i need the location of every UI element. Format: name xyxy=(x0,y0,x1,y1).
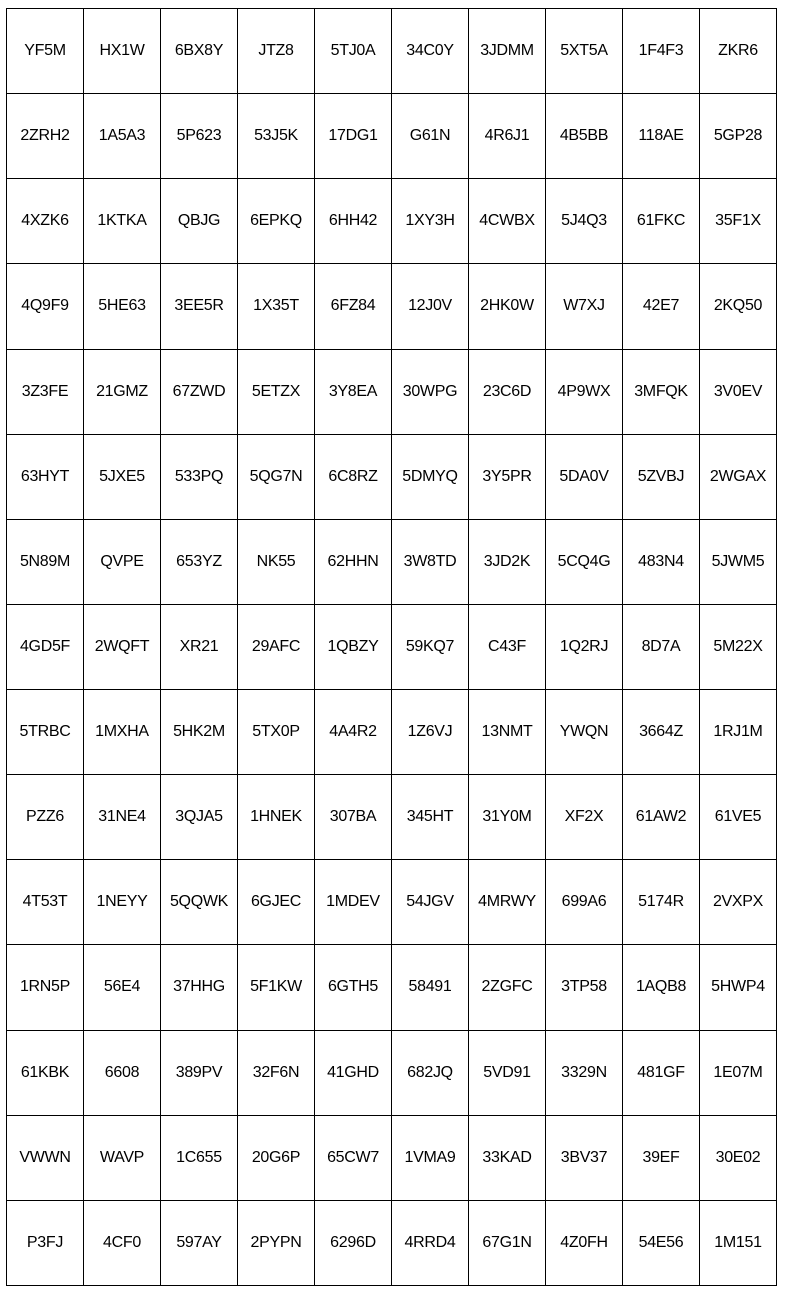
table-cell: 345HT xyxy=(392,775,469,860)
table-cell: 1KTKA xyxy=(84,179,161,264)
table-cell: 3329N xyxy=(546,1030,623,1115)
table-cell: 67G1N xyxy=(469,1200,546,1285)
table-cell: W7XJ xyxy=(546,264,623,349)
table-cell: 34C0Y xyxy=(392,9,469,94)
table-cell: 1VMA9 xyxy=(392,1115,469,1200)
table-cell: 5DMYQ xyxy=(392,434,469,519)
table-cell: 3Y8EA xyxy=(315,349,392,434)
table-cell: 3QJA5 xyxy=(161,775,238,860)
table-cell: 1NEYY xyxy=(84,860,161,945)
table-cell: 6EPKQ xyxy=(238,179,315,264)
table-cell: 6GJEC xyxy=(238,860,315,945)
table-cell: 3V0EV xyxy=(700,349,777,434)
table-cell: 6FZ84 xyxy=(315,264,392,349)
table-cell: YWQN xyxy=(546,690,623,775)
table-cell: 31Y0M xyxy=(469,775,546,860)
table-row xyxy=(7,9,777,94)
table-cell: 5ZVBJ xyxy=(623,434,700,519)
table-cell: 39EF xyxy=(623,1115,700,1200)
table-cell: 533PQ xyxy=(161,434,238,519)
table-row xyxy=(7,519,777,604)
table-cell: 4Z0FH xyxy=(546,1200,623,1285)
table-cell: PZZ6 xyxy=(7,775,84,860)
table-cell: 5TRBC xyxy=(7,690,84,775)
table-cell: 5JXE5 xyxy=(84,434,161,519)
table-row xyxy=(7,264,777,349)
table-cell: 1Z6VJ xyxy=(392,690,469,775)
table-cell: 4CF0 xyxy=(84,1200,161,1285)
table-cell: 3BV37 xyxy=(546,1115,623,1200)
code-table xyxy=(6,8,777,1286)
table-cell: 35F1X xyxy=(700,179,777,264)
table-cell: 56E4 xyxy=(84,945,161,1030)
table-row xyxy=(7,94,777,179)
table-cell: 682JQ xyxy=(392,1030,469,1115)
table-cell: NK55 xyxy=(238,519,315,604)
table-cell: 6HH42 xyxy=(315,179,392,264)
table-cell: 1F4F3 xyxy=(623,9,700,94)
table-cell: 5VD91 xyxy=(469,1030,546,1115)
table-cell: QBJG xyxy=(161,179,238,264)
table-cell: 4GD5F xyxy=(7,604,84,689)
code-table-body xyxy=(7,9,777,1286)
table-cell: 5QQWK xyxy=(161,860,238,945)
table-cell: 61AW2 xyxy=(623,775,700,860)
table-cell: 5XT5A xyxy=(546,9,623,94)
table-cell: 3MFQK xyxy=(623,349,700,434)
table-row xyxy=(7,1030,777,1115)
table-cell: 42E7 xyxy=(623,264,700,349)
table-cell: 4RRD4 xyxy=(392,1200,469,1285)
table-row xyxy=(7,349,777,434)
table-cell: 4MRWY xyxy=(469,860,546,945)
table-cell: 5N89M xyxy=(7,519,84,604)
table-cell: 5HK2M xyxy=(161,690,238,775)
table-cell: 2KQ50 xyxy=(700,264,777,349)
table-cell: 6BX8Y xyxy=(161,9,238,94)
table-cell: 5HE63 xyxy=(84,264,161,349)
table-cell: 5HWP4 xyxy=(700,945,777,1030)
table-cell: 389PV xyxy=(161,1030,238,1115)
table-cell: 5DA0V xyxy=(546,434,623,519)
table-cell: 30WPG xyxy=(392,349,469,434)
table-cell: HX1W xyxy=(84,9,161,94)
table-cell: 1MXHA xyxy=(84,690,161,775)
table-cell: 58491 xyxy=(392,945,469,1030)
table-cell: 41GHD xyxy=(315,1030,392,1115)
table-cell: 3Z3FE xyxy=(7,349,84,434)
table-cell: 4XZK6 xyxy=(7,179,84,264)
table-cell: 59KQ7 xyxy=(392,604,469,689)
table-cell: 1C655 xyxy=(161,1115,238,1200)
table-cell: 2ZGFC xyxy=(469,945,546,1030)
table-cell: 1Q2RJ xyxy=(546,604,623,689)
table-cell: 65CW7 xyxy=(315,1115,392,1200)
table-row xyxy=(7,179,777,264)
table-cell: 4CWBX xyxy=(469,179,546,264)
table-cell: 62HHN xyxy=(315,519,392,604)
table-cell: 1A5A3 xyxy=(84,94,161,179)
table-cell: 23C6D xyxy=(469,349,546,434)
table-cell: 483N4 xyxy=(623,519,700,604)
table-cell: 3664Z xyxy=(623,690,700,775)
table-cell: 6296D xyxy=(315,1200,392,1285)
table-row xyxy=(7,860,777,945)
table-cell: 1RN5P xyxy=(7,945,84,1030)
table-cell: 30E02 xyxy=(700,1115,777,1200)
table-cell: VWWN xyxy=(7,1115,84,1200)
table-cell: 2WGAX xyxy=(700,434,777,519)
table-cell: 6GTH5 xyxy=(315,945,392,1030)
table-cell: 21GMZ xyxy=(84,349,161,434)
table-cell: G61N xyxy=(392,94,469,179)
table-cell: 54E56 xyxy=(623,1200,700,1285)
table-cell: 8D7A xyxy=(623,604,700,689)
table-cell: 5174R xyxy=(623,860,700,945)
table-cell: 5ETZX xyxy=(238,349,315,434)
table-cell: 33KAD xyxy=(469,1115,546,1200)
table-cell: 5M22X xyxy=(700,604,777,689)
table-cell: YF5M xyxy=(7,9,84,94)
table-cell: 5TJ0A xyxy=(315,9,392,94)
table-cell: 597AY xyxy=(161,1200,238,1285)
table-cell: QVPE xyxy=(84,519,161,604)
table-cell: 53J5K xyxy=(238,94,315,179)
table-cell: 67ZWD xyxy=(161,349,238,434)
table-cell: C43F xyxy=(469,604,546,689)
table-cell: 4Q9F9 xyxy=(7,264,84,349)
table-cell: 1HNEK xyxy=(238,775,315,860)
table-cell: 5F1KW xyxy=(238,945,315,1030)
table-cell: 1M151 xyxy=(700,1200,777,1285)
table-cell: 2VXPX xyxy=(700,860,777,945)
table-cell: 1MDEV xyxy=(315,860,392,945)
table-cell: ZKR6 xyxy=(700,9,777,94)
table-cell: 4B5BB xyxy=(546,94,623,179)
table-cell: 13NMT xyxy=(469,690,546,775)
table-cell: 63HYT xyxy=(7,434,84,519)
table-row xyxy=(7,945,777,1030)
table-cell: 307BA xyxy=(315,775,392,860)
table-cell: 3EE5R xyxy=(161,264,238,349)
table-cell: 118AE xyxy=(623,94,700,179)
table-cell: 1XY3H xyxy=(392,179,469,264)
table-cell: 481GF xyxy=(623,1030,700,1115)
table-row xyxy=(7,604,777,689)
table-cell: 1E07M xyxy=(700,1030,777,1115)
table-cell: 2PYPN xyxy=(238,1200,315,1285)
table-cell: 32F6N xyxy=(238,1030,315,1115)
table-cell: 12J0V xyxy=(392,264,469,349)
table-cell: 1RJ1M xyxy=(700,690,777,775)
table-cell: 3JDMM xyxy=(469,9,546,94)
table-cell: 2HK0W xyxy=(469,264,546,349)
code-grid-container xyxy=(6,8,777,1286)
table-cell: 61FKC xyxy=(623,179,700,264)
table-cell: 3W8TD xyxy=(392,519,469,604)
table-cell: 31NE4 xyxy=(84,775,161,860)
table-cell: 4A4R2 xyxy=(315,690,392,775)
table-row xyxy=(7,434,777,519)
table-cell: 5TX0P xyxy=(238,690,315,775)
table-row xyxy=(7,690,777,775)
table-cell: 37HHG xyxy=(161,945,238,1030)
table-cell: 54JGV xyxy=(392,860,469,945)
table-cell: 3JD2K xyxy=(469,519,546,604)
table-cell: 699A6 xyxy=(546,860,623,945)
table-cell: XF2X xyxy=(546,775,623,860)
table-cell: 5QG7N xyxy=(238,434,315,519)
table-row xyxy=(7,775,777,860)
table-cell: 4P9WX xyxy=(546,349,623,434)
table-cell: 1QBZY xyxy=(315,604,392,689)
table-cell: 5JWM5 xyxy=(700,519,777,604)
table-cell: 20G6P xyxy=(238,1115,315,1200)
table-cell: 6C8RZ xyxy=(315,434,392,519)
table-cell: 5CQ4G xyxy=(546,519,623,604)
table-cell: 61VE5 xyxy=(700,775,777,860)
table-cell: 4R6J1 xyxy=(469,94,546,179)
table-cell: 4T53T xyxy=(7,860,84,945)
table-cell: 3TP58 xyxy=(546,945,623,1030)
table-cell: 6608 xyxy=(84,1030,161,1115)
table-cell: 5GP28 xyxy=(700,94,777,179)
table-cell: 653YZ xyxy=(161,519,238,604)
table-row xyxy=(7,1115,777,1200)
table-cell: 1X35T xyxy=(238,264,315,349)
table-cell: 3Y5PR xyxy=(469,434,546,519)
table-cell: 2ZRH2 xyxy=(7,94,84,179)
table-cell: P3FJ xyxy=(7,1200,84,1285)
table-cell: 5J4Q3 xyxy=(546,179,623,264)
table-cell: 29AFC xyxy=(238,604,315,689)
table-cell: 2WQFT xyxy=(84,604,161,689)
table-cell: 5P623 xyxy=(161,94,238,179)
table-cell: 17DG1 xyxy=(315,94,392,179)
table-cell: XR21 xyxy=(161,604,238,689)
table-row xyxy=(7,1200,777,1285)
table-cell: 1AQB8 xyxy=(623,945,700,1030)
table-cell: 61KBK xyxy=(7,1030,84,1115)
table-cell: JTZ8 xyxy=(238,9,315,94)
table-cell: WAVP xyxy=(84,1115,161,1200)
